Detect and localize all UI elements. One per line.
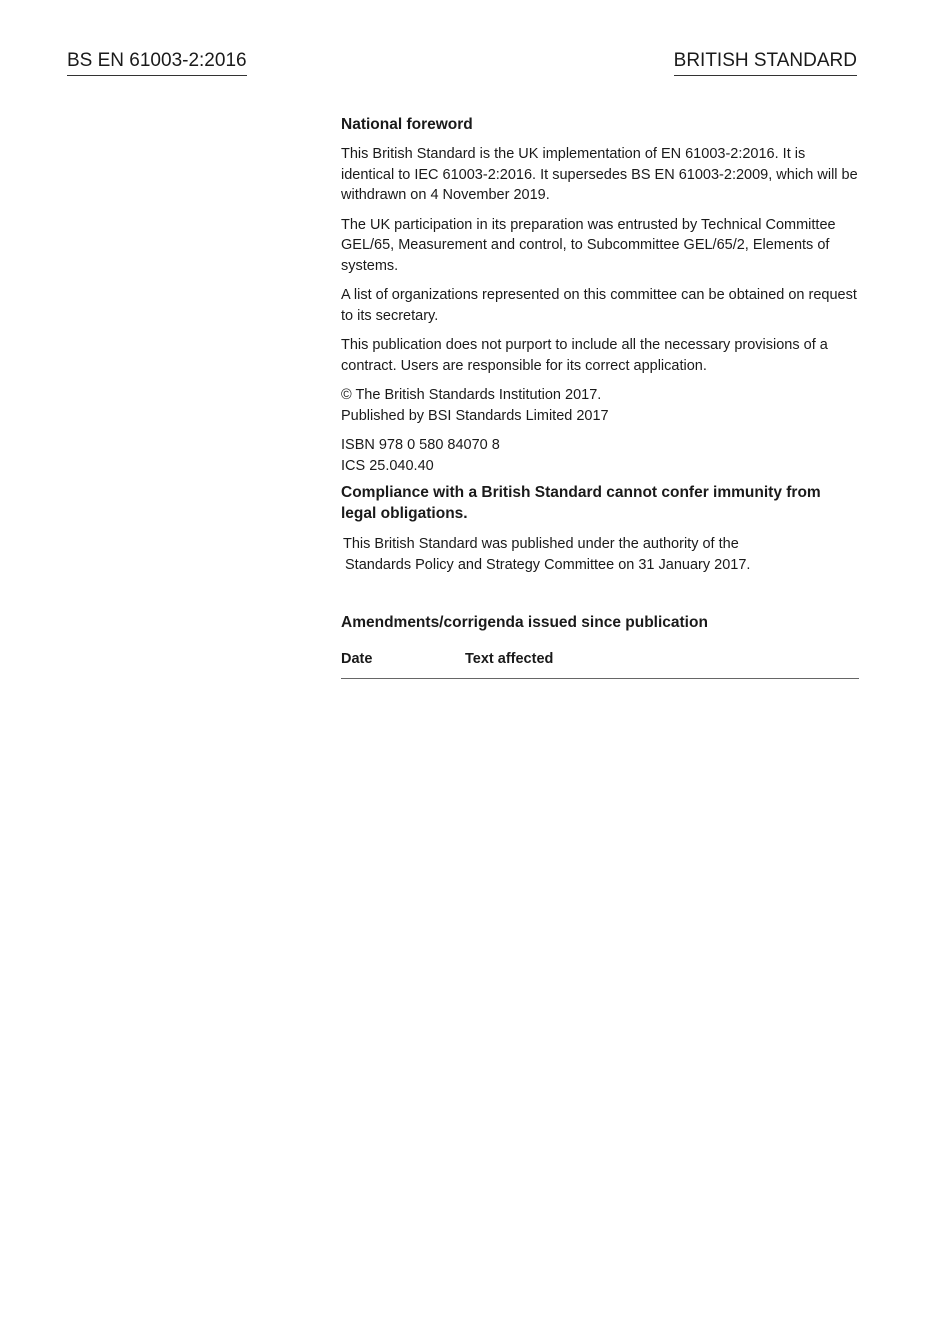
- isbn: ISBN 978 0 580 84070 8: [341, 437, 500, 453]
- foreword-paragraph-provisions: This publication does not purport to include all the necessary provisions of a contract. Users are responsible for its correct application.: [341, 337, 828, 374]
- identifiers-block: [341, 435, 859, 476]
- authority-line: Standards Policy and Strategy Committee on 31 January 2017.: [345, 556, 751, 573]
- ics-code: ICS 25.040.40: [341, 457, 434, 474]
- compliance-heading: Compliance with a British Standard cannot confer immunity from legal obligations.: [341, 484, 821, 522]
- copyright-line: © The British Standards Institution 2017.: [341, 387, 602, 403]
- amendments-title: Amendments/corrigenda issued since publication: [341, 614, 708, 631]
- column-header-date: Date: [341, 651, 373, 667]
- standard-series-label: BRITISH STANDARD: [674, 49, 857, 76]
- foreword-paragraph-participation: The UK participation in its preparation was entrusted by Technical Committee GEL/65, Measurement and control, to Subcommittee GEL/65/2, Elements of systems.: [341, 216, 836, 274]
- column-header-text-affected: Text affected: [465, 651, 554, 667]
- foreword-paragraph-organizations: A list of organizations represented on this committee can be obtained on request to its secretary.: [341, 287, 857, 324]
- foreword-title: National foreword: [341, 116, 473, 133]
- copyright-block: [341, 385, 859, 426]
- national-foreword-section: [341, 114, 859, 679]
- authority-line: This British Standard was published under the authority of the: [343, 536, 739, 552]
- publisher-line: Published by BSI Standards Limited 2017: [341, 407, 609, 424]
- document-id: BS EN 61003-2:2016: [67, 49, 247, 76]
- authority-statement: [341, 534, 859, 575]
- amendments-table-header: [341, 649, 859, 679]
- foreword-paragraph-implementation: This British Standard is the UK implementation of EN 61003-2:2016. It is identical to IEC 61003-2:2016. It supersedes BS EN 61003-2:2009, which will be withdrawn on 4 November 2019.: [341, 146, 858, 203]
